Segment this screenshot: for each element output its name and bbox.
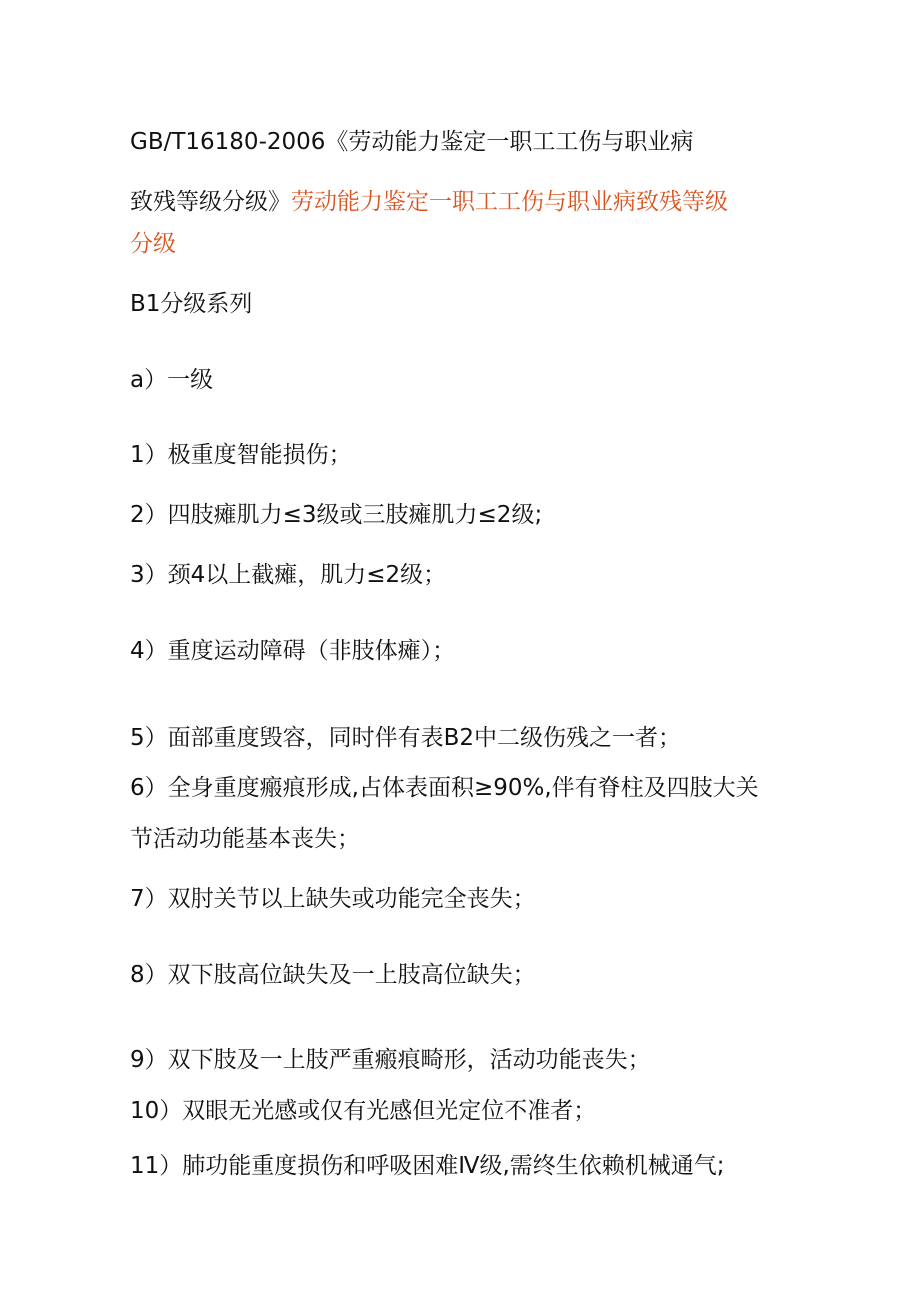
list-item: 8）双下肢高位缺失及一上肢高位缺失； bbox=[130, 962, 536, 988]
list-item: 10）双眼无光感或仅有光感但光定位不准者； bbox=[130, 1098, 597, 1124]
section-heading: B1分级系列 bbox=[130, 291, 253, 317]
list-item: 11）肺功能重度损伤和呼吸困难Ⅳ级,需终生依赖机械通气; bbox=[130, 1153, 725, 1179]
title-line-2-black: 致残等级分级》 bbox=[130, 189, 291, 215]
title-line-2 bbox=[130, 187, 728, 217]
title-line-3: 分级 bbox=[130, 231, 176, 257]
list-item: 3）颈4以上截瘫，肌力≤2级； bbox=[130, 562, 447, 588]
list-item: 2）四肢瘫肌力≤3级或三肢瘫肌力≤2级; bbox=[130, 502, 543, 528]
list-item: 5）面部重度毁容，同时伴有表B2中二级伤残之一者； bbox=[130, 725, 682, 751]
title-line-1: GB/T16180-2006《劳动能力鉴定一职工工伤与职业病 bbox=[130, 129, 694, 155]
list-item: 4）重度运动障碍（非肢体瘫）； bbox=[130, 638, 456, 664]
subsection-heading: a）一级 bbox=[130, 367, 214, 393]
list-item: 7）双肘关节以上缺失或功能完全丧失； bbox=[130, 886, 536, 912]
list-item: 1）极重度智能损伤； bbox=[130, 442, 352, 468]
title-line-2-accent: 劳动能力鉴定一职工工伤与职业病致残等级 bbox=[291, 189, 728, 215]
list-item: 9）双下肢及一上肢严重瘢痕畸形，活动功能丧失； bbox=[130, 1047, 651, 1073]
list-item-continuation: 节活动功能基本丧失； bbox=[130, 826, 360, 852]
list-item: 6）全身重度瘢痕形成,占体表面积≥90%,伴有脊柱及四肢大关 bbox=[130, 775, 759, 801]
